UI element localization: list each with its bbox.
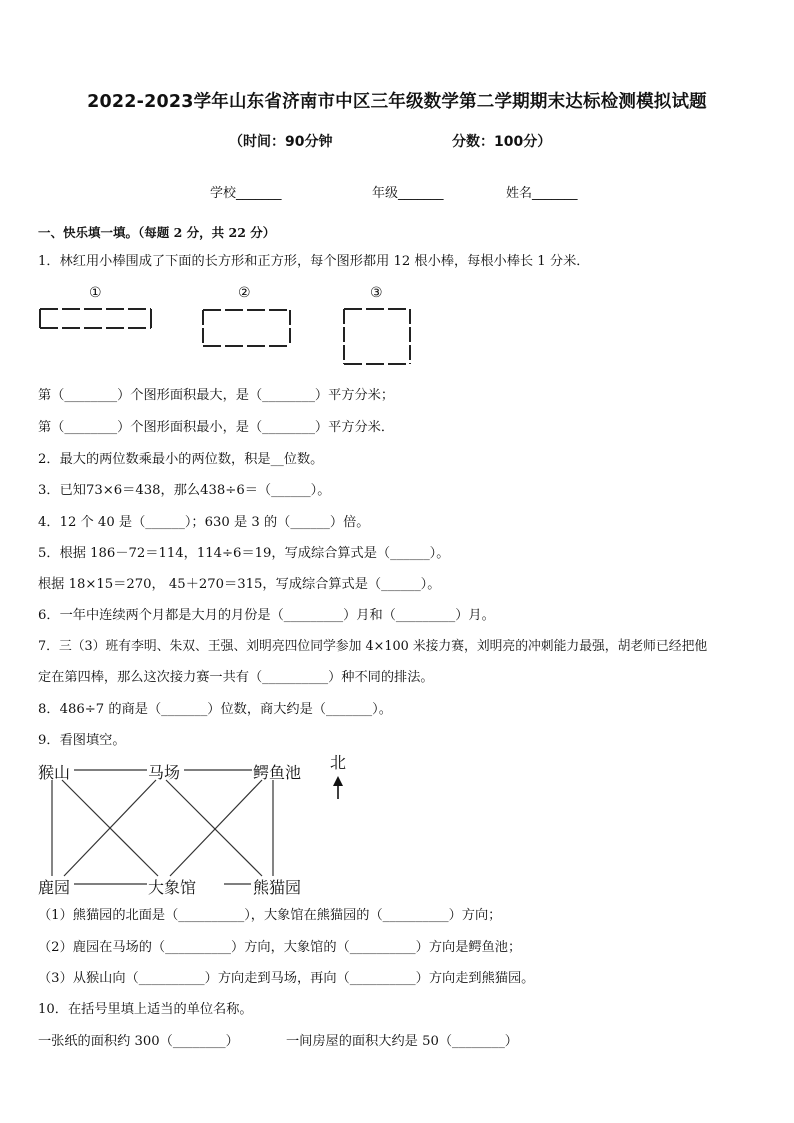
north-arrow-icon [333,776,343,799]
figure-label-2: ② [238,285,251,301]
map-label-eyuchi: 鳄鱼池 [253,763,302,782]
map-paths [52,770,273,884]
question-9-2: （2）鹿园在马场的（__________）方向，大象馆的（__________）方向是鳄鱼池； [38,940,522,955]
grade-field: 年级_______ [372,186,444,201]
question-1: 1．林红用小棒围成了下面的长方形和正方形，每个图形都用 12 根小棒，每根小棒长 1 分米． [38,254,590,269]
question-6: 6．一年中连续两个月都是大月的月份是（_________）月和（_________）月。 [38,608,495,623]
map-label-machang: 马场 [148,763,181,782]
question-9-3: （3）从猴山向（__________）方向走到马场，再向（__________）方向走到熊猫园。 [38,971,535,986]
map-label-xiongmaoyuan: 熊猫园 [253,878,302,897]
question-3: 3．已知73×6＝438，那么438÷6＝（______）。 [38,483,331,498]
stick-rectangle-2 [203,310,290,346]
map-label-north: 北 [330,753,347,772]
map-label-houshan: 猴山 [38,763,71,782]
question-9: 9．看图填空。 [38,733,126,748]
question-9-1: （1）熊猫园的北面是（__________），大象馆在熊猫园的（__________）方向； [38,908,502,923]
question-7-cont: 定在第四棒，那么这次接力赛一共有（__________）种不同的排法。 [38,670,434,685]
exam-time: （时间：90分钟 [229,134,333,150]
question-1-line-b: 第（________）个图形面积最小，是（________）平方分米． [38,420,395,435]
stick-square-3 [344,309,410,364]
map-label-luyuan: 鹿园 [38,878,71,897]
exam-score: 分数：100分） [452,134,552,150]
school-field: 学校_______ [210,186,282,201]
question-10-a: 一张纸的面积约 300（________） [38,1034,239,1049]
question-2: 2．最大的两位数乘最小的两位数，积是__位数。 [38,452,324,467]
question-10-b: 一间房屋的面积大约是 50（________） [286,1034,518,1049]
question-8: 8．486÷7 的商是（_______）位数，商大约是（_______）。 [38,702,392,717]
question-1-line-a: 第（________）个图形面积最大，是（________）平方分米； [38,388,395,403]
stick-rectangle-1 [40,309,151,328]
question-5-part-b: 根据 18×15＝270， 45＋270＝315，写成综合算式是（______）。 [38,577,441,592]
question-5: 5．根据 186－72＝114，114÷6＝19，写成综合算式是（______）。 [38,546,450,561]
map-label-daxiangguan: 大象馆 [148,878,197,897]
name-field: 姓名_______ [506,186,578,201]
section-heading: 一、快乐填一填。（每题 2 分，共 22 分） [38,225,276,240]
question-7: 7．三（3）班有李明、朱双、王强、刘明亮四位同学参加 4×100 米接力赛，刘明亮的冲刺能力最强，胡老师已经把他 [38,639,708,654]
page-title: 2022-2023学年山东省济南市中区三年级数学第二学期期末达标检测模拟试题 [87,92,707,112]
figure-label-3: ③ [370,285,383,301]
figure-label-1: ① [89,285,102,301]
question-4: 4．12 个 40 是（______）；630 是 3 的（______）倍。 [38,515,370,530]
question-10: 10．在括号里填上适当的单位名称。 [38,1002,253,1017]
